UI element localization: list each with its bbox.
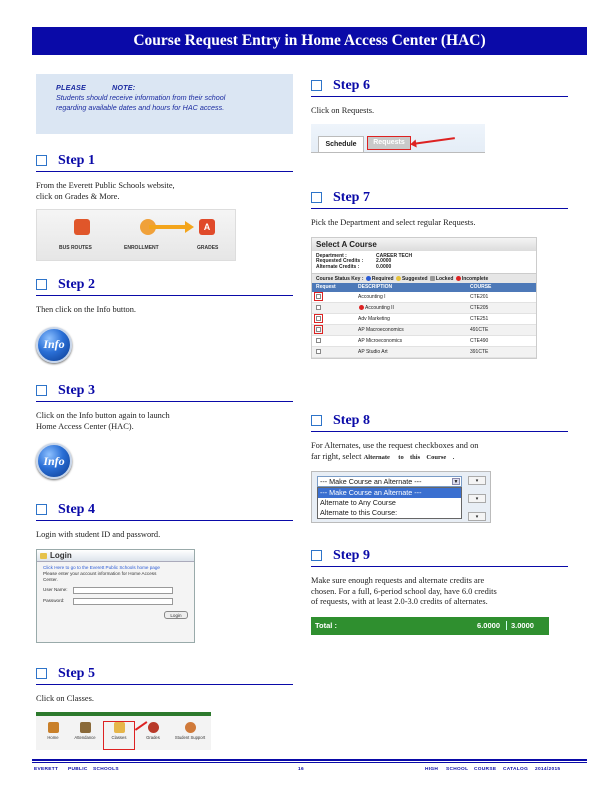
step-7-text: Pick the Department and select regular Requests. [311,218,476,227]
bus-routes-label: BUS ROUTES [59,245,92,251]
total-label: Total : [315,621,337,630]
step-7 [311,187,568,359]
incomplete-icon [359,305,364,310]
arrow-head-icon [185,221,194,233]
step-8-checkbox[interactable] [311,415,322,426]
hac-nav-bar [36,712,211,750]
table-row: AP Microeconomics CTE490 [312,336,536,347]
step-3-checkbox[interactable] [36,385,47,396]
table-row: Accounting I CTE201 [312,292,536,303]
step-9-text: Make sure enough requests and alternate credits are chosen. For a full, 6-period school day, have 6.0 credits of requests, with at least 2.0-3.0 credits of alternates. [311,576,497,606]
course-table-body [312,292,536,358]
course-table-header [312,283,536,292]
total-alternate: 3.0000 [511,621,534,630]
red-arrow-icon [413,137,455,145]
step-7-checkbox[interactable] [311,192,322,203]
total-credits-bar [311,617,549,635]
step-2-text: Then click on the Info button. [36,305,137,314]
login-panel [36,549,195,643]
home-icon [48,722,59,733]
table-row: Adv Marketing CTE251 [312,314,536,325]
request-checkbox[interactable] [316,327,321,332]
step-3-title: Step 3 [58,382,95,398]
footer-course: COURSE [474,767,497,772]
table-row: AP Studio Art 391CTE [312,347,536,358]
footer-high: HIGH [425,767,439,772]
footer-school: SCHOOL [446,767,469,772]
arrow-icon [149,225,187,229]
step-3 [36,380,293,479]
requested-credits-label: Requested Credits : [316,258,364,264]
footer-rule-thin [32,762,587,763]
step-4-title: Step 4 [58,501,95,517]
note-text-line2: regarding available dates and hours for HAC access. [56,103,225,112]
nav-grades[interactable]: Grades [138,722,168,740]
step-8-title: Step 8 [333,412,370,428]
step-1-text: From the Everett Public Schools website, click on Grades & More. [36,181,175,201]
step-1 [36,150,293,261]
step-6 [311,75,568,160]
status-key: Course Status Key : Required Suggested Locked Incomplete [312,273,536,283]
side-select-2[interactable]: ▾ [468,494,486,503]
incomplete-icon [456,276,461,281]
grades-label: GRADES [197,245,219,251]
request-checkbox[interactable] [316,349,321,354]
student-support-icon [185,722,196,733]
page-number: 16 [298,767,304,772]
alternate-credits-value: 0.0000 [376,263,392,270]
grades-nav-icon [148,722,159,733]
request-checkbox[interactable] [316,338,321,343]
step-4-checkbox[interactable] [36,504,47,515]
tab-requests[interactable]: Requests [367,136,411,150]
step-6-checkbox[interactable] [311,80,322,91]
total-subtext [311,635,549,639]
document-title: Course Request Entry in Home Access Center (HAC) [32,27,587,55]
nav-home[interactable]: Home [38,722,68,740]
footer-year: 2014/2015 [535,767,561,772]
step-9-title: Step 9 [333,547,370,563]
note-label-please: PLEASE [56,83,86,92]
step-5-checkbox[interactable] [36,668,47,679]
option-alternate-any[interactable]: Alternate to Any Course [320,498,396,507]
schedule-tabs [311,124,485,160]
alternate-credits-label: Alternate Credits : [316,263,360,270]
step-3-text: Click on the Info button again to launch Home Access Center (HAC). [36,411,170,431]
department-label: Department : [316,252,347,259]
note-text-line1: Students should receive information from their school [56,93,226,102]
home-page-link[interactable]: Click Here to go to the Everett Public Schools home page [43,564,160,570]
step-2 [36,274,293,363]
total-requested: 6.0000 [449,621,507,630]
step-6-title: Step 6 [333,77,370,93]
requested-credits-value: 2.0000 [376,258,392,264]
note-heading [56,83,281,93]
step-6-text: Click on Requests. [311,106,375,115]
step-8 [311,410,568,523]
suggested-icon [396,276,401,281]
note-label-note: NOTE: [111,83,136,92]
course-table-title: Select A Course [312,238,536,251]
request-checkbox[interactable] [316,316,321,321]
enrollment-label: ENROLLMENT [124,245,159,251]
step-2-checkbox[interactable] [36,279,47,290]
login-prompt-line1: Please enter your account information for Home Access [43,570,157,576]
footer-rule [32,759,587,761]
side-select-1[interactable]: ▾ [468,476,486,485]
alternate-dropdown-panel [311,471,491,523]
table-row: AP Macroeconomics 491CTE [312,325,536,336]
option-alternate-this[interactable]: Alternate to this Course: [320,508,398,517]
info-button[interactable]: Info [36,327,72,363]
side-select-3[interactable]: ▾ [468,512,486,521]
footer-public: PUBLIC [68,767,88,772]
tab-schedule[interactable]: Schedule [318,136,364,152]
info-button-hac[interactable]: Info [36,443,72,479]
step-9-checkbox[interactable] [311,550,322,561]
required-icon [366,276,371,281]
step-5-text: Click on Classes. [36,694,94,703]
footer-everett: EVERETT [34,767,59,772]
nav-student-support[interactable]: Student Support [172,722,208,740]
department-value[interactable]: CAREER TECH [376,252,413,259]
col-description: DESCRIPTION [358,284,393,290]
username-label: User Name: [43,587,68,592]
bus-icon[interactable] [74,219,90,235]
step-7-title: Step 7 [333,189,370,205]
col-request: Request [316,284,336,290]
step-5-title: Step 5 [58,665,95,681]
step-2-title: Step 2 [58,276,95,292]
step-8-text: For Alternates, use the request checkboxes and on far right, select Alternate to this Course . [311,441,479,461]
step-4 [36,499,293,643]
footer-schools: SCHOOLS [93,767,119,772]
request-checkbox[interactable] [316,294,321,299]
classes-icon [114,722,125,733]
course-table [311,237,537,360]
alternate-select[interactable]: --- Make Course an Alternate --- ▼ [317,476,462,487]
nav-classes[interactable]: Classes [104,722,134,749]
step-5 [36,663,293,750]
password-label: Password: [43,598,65,603]
step-4-text: Login with student ID and password. [36,530,161,539]
login-button[interactable]: Login [164,611,188,619]
col-course: COURSE [470,284,492,290]
district-links-strip [36,209,236,261]
alternate-options-list [317,487,462,519]
locked-icon [430,276,435,281]
grades-icon[interactable]: A [199,219,215,235]
option-make-alternate[interactable]: --- Make Course an Alternate --- [318,488,461,498]
login-prompt-line2: Center. [43,576,58,582]
step-9 [311,545,568,639]
step-1-checkbox[interactable] [36,155,47,166]
username-input[interactable] [73,587,173,594]
step-1-title: Step 1 [58,152,95,168]
password-input[interactable] [73,598,173,605]
note-box [36,74,293,134]
request-checkbox[interactable] [316,305,321,310]
nav-attendance[interactable]: Attendance [70,722,100,740]
footer-catalog: CATALOG [503,767,529,772]
table-row: Accounting II CTE205 [312,303,536,314]
chevron-down-icon[interactable]: ▼ [453,479,459,485]
login-title: Login [37,550,194,562]
attendance-icon [80,722,91,733]
